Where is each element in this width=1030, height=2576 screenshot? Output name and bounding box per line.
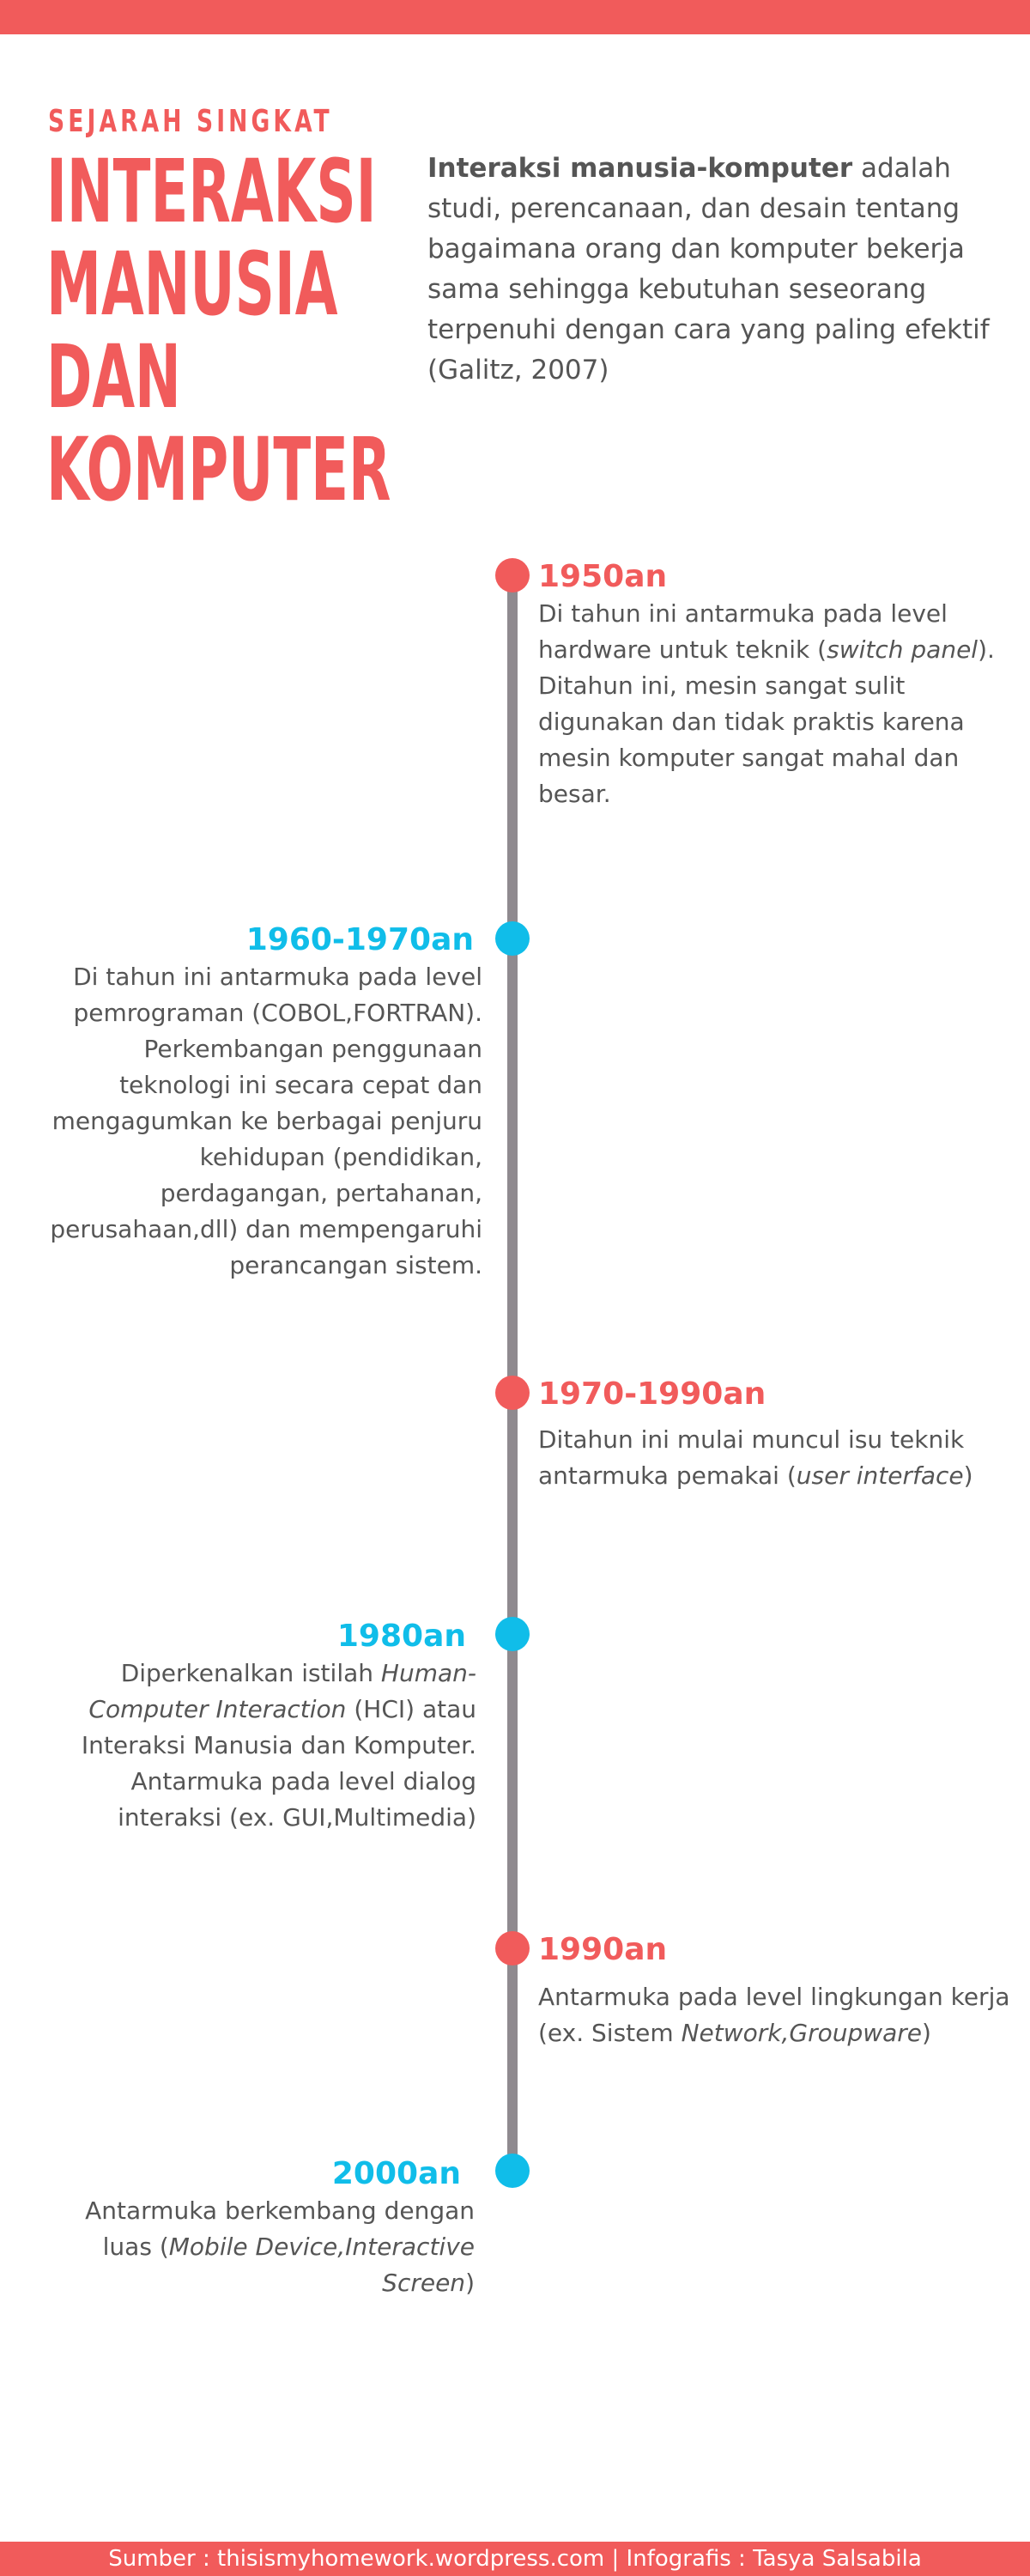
timeline-entry-1970-1990an bbox=[538, 1376, 1019, 1494]
timeline-dot-1980an bbox=[495, 1617, 530, 1651]
title-line: INTERAKSI bbox=[46, 141, 377, 243]
timeline-dot-1990an bbox=[495, 1931, 530, 1965]
timeline-description: Di tahun ini antarmuka pada level hardware untuk teknik (switch panel). Ditahun ini, mesin sangat sulit digunakan dan tidak praktis karena mesin komputer sangat mahal dan besar. bbox=[538, 599, 995, 808]
timeline-description: Diperkenalkan istilah Human-Computer Interaction (HCI) atau Interaksi Manusia dan Komputer. Antarmuka pada level dialog interaksi (ex. GUI,Multimedia) bbox=[81, 1659, 476, 1832]
timeline-year: 1980an bbox=[336, 1619, 466, 1654]
timeline-year: 1990an bbox=[538, 1932, 668, 1967]
intro-term: Interaksi manusia-komputer bbox=[427, 153, 853, 184]
intro-definition bbox=[427, 149, 1003, 391]
top-accent-bar bbox=[0, 0, 1030, 34]
intro-text: adalah studi, perencanaan, dan desain tentang bagaimana orang dan komputer bekerja sama sehingga kebutuhan seseorang terpenuhi dengan cara yang paling efektif (Galitz, 2007) bbox=[427, 153, 990, 386]
timeline-entry-1990an bbox=[538, 1931, 1019, 2051]
timeline-dot-1960-1970an bbox=[495, 921, 530, 956]
timeline-entry-2000an bbox=[34, 2155, 475, 2301]
infographic-title bbox=[46, 141, 391, 521]
timeline-entry-1980an bbox=[69, 1618, 476, 1836]
timeline-year: 2000an bbox=[331, 2156, 461, 2191]
title-line: KOMPUTER bbox=[46, 419, 391, 521]
timeline-dot-1950an bbox=[495, 558, 530, 592]
title-line: DAN bbox=[46, 326, 181, 428]
timeline-year: 1960-1970an bbox=[245, 922, 474, 957]
timeline-entry-1960-1970an bbox=[34, 921, 482, 1284]
timeline-entry-1950an bbox=[538, 558, 1019, 812]
timeline-description: Di tahun ini antarmuka pada level pemrograman (COBOL,FORTRAN). Perkembangan penggunaan teknologi ini secara cepat dan mengagumkan ke berbagai penjuru kehidupan (pendidikan, perdagangan, pertahanan, perusahaan,dll) dan mempengaruhi perancangan sistem. bbox=[50, 963, 482, 1279]
infographic-subtitle: SEJARAH SINGKAT bbox=[48, 104, 333, 139]
title-line: MANUSIA bbox=[46, 234, 338, 336]
timeline-dot-2000an bbox=[495, 2154, 530, 2188]
footer-credits: Sumber : thisismyhomework.wordpress.com | Infografis : Tasya Salsabila bbox=[0, 2542, 1030, 2576]
timeline-description: Antarmuka pada level lingkungan kerja (ex. Sistem Network,Groupware) bbox=[538, 1983, 1010, 2047]
timeline-description: Antarmuka berkembang dengan luas (Mobile Device,Interactive Screen) bbox=[85, 2196, 475, 2297]
timeline-dot-1970-1990an bbox=[495, 1376, 530, 1410]
timeline-year: 1950an bbox=[538, 559, 668, 594]
timeline-description: Ditahun ini mulai muncul isu teknik antarmuka pemakai (user interface) bbox=[538, 1425, 973, 1490]
timeline-year: 1970-1990an bbox=[538, 1376, 766, 1412]
